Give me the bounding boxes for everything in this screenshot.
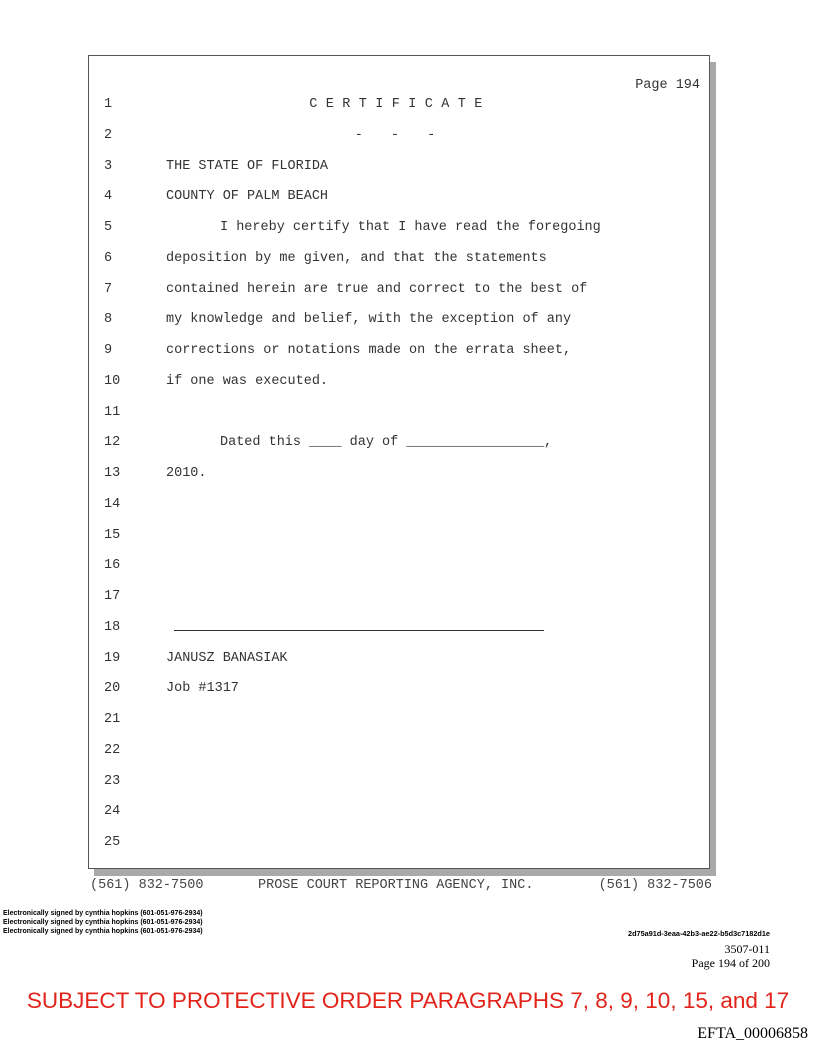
- line-text: COUNTY OF PALM BEACH: [166, 189, 329, 204]
- witness-name: JANUSZ BANASIAK: [166, 651, 288, 666]
- transcript-line-25: [89, 832, 709, 854]
- line-number: 2: [104, 128, 113, 143]
- line-text: deposition by me given, and that the statements: [166, 251, 547, 266]
- line-number: 20: [104, 681, 121, 696]
- transcript-line-18: [89, 617, 709, 639]
- line-text: my knowledge and belief, with the exception of any: [166, 312, 572, 327]
- line-number: 22: [104, 743, 121, 758]
- phone-right: (561) 832-7506: [598, 878, 712, 893]
- transcript-line-22: [89, 740, 709, 762]
- bates-number: EFTA_00006858: [697, 1025, 808, 1042]
- phone-left: (561) 832-7500: [90, 878, 204, 893]
- protective-order-notice: SUBJECT TO PROTECTIVE ORDER PARAGRAPHS 7, 8, 9, 10, 15, and 17: [26, 988, 790, 1013]
- transcript-page: [88, 55, 710, 869]
- line-text: Dated this ____ day of _________________,: [220, 435, 553, 450]
- transcript-line-20: [89, 678, 709, 700]
- transcript-line-14: [89, 494, 709, 516]
- transcript-line-15: [89, 525, 709, 547]
- transcript-line-3: [89, 156, 709, 178]
- line-number: 24: [104, 804, 121, 819]
- line-number: 12: [104, 435, 121, 450]
- line-number: 6: [104, 251, 113, 266]
- esign-line-1: Electronically signed by cynthia hopkins (601-051-976-2934): [3, 910, 203, 917]
- transcript-line-12: [89, 432, 709, 454]
- transcript-line-17: [89, 586, 709, 608]
- transcript-line-7: [89, 279, 709, 301]
- line-number: 16: [104, 558, 121, 573]
- transcript-line-24: [89, 801, 709, 823]
- transcript-line-4: [89, 186, 709, 208]
- line-number: 7: [104, 282, 113, 297]
- line-number: 19: [104, 651, 121, 666]
- transcript-line-19: [89, 648, 709, 670]
- agency-name: PROSE COURT REPORTING AGENCY, INC.: [258, 878, 534, 893]
- esign-line-2: Electronically signed by cynthia hopkins (601-051-976-2934): [3, 919, 203, 926]
- line-number: 11: [104, 405, 121, 420]
- esign-line-3: Electronically signed by cynthia hopkins (601-051-976-2934): [3, 928, 203, 935]
- line-text: if one was executed.: [166, 374, 329, 389]
- transcript-line-5: [89, 217, 709, 239]
- transcript-line-16: [89, 555, 709, 577]
- transcript-line-8: [89, 309, 709, 331]
- transcript-line-13: [89, 463, 709, 485]
- line-text: I hereby certify that I have read the foregoing: [220, 220, 601, 235]
- line-number: 8: [104, 312, 113, 327]
- line-number: 15: [104, 528, 121, 543]
- document-id: 3507-011: [724, 942, 770, 956]
- transcript-line-21: [89, 709, 709, 731]
- signature-line: [174, 630, 544, 631]
- line-text: contained herein are true and correct to the best of: [166, 282, 588, 297]
- page-number: Page 194: [635, 78, 700, 93]
- line-number: 18: [104, 620, 121, 635]
- transcript-line-2: [89, 125, 709, 147]
- line-text: THE STATE OF FLORIDA: [166, 159, 329, 174]
- transcript-line-10: [89, 371, 709, 393]
- line-number: 21: [104, 712, 121, 727]
- job-number: Job #1317: [166, 681, 239, 696]
- line-number: 14: [104, 497, 121, 512]
- separator-dashes: - - -: [354, 128, 446, 143]
- line-number: 17: [104, 589, 121, 604]
- line-number: 9: [104, 343, 113, 358]
- line-number: 1: [104, 97, 113, 112]
- line-number: 23: [104, 774, 121, 789]
- line-number: 4: [104, 189, 113, 204]
- line-number: 5: [104, 220, 113, 235]
- page-of-total: Page 194 of 200: [691, 956, 770, 970]
- line-text: 2010.: [166, 466, 207, 481]
- transcript-line-6: [89, 248, 709, 270]
- line-number: 13: [104, 466, 121, 481]
- certificate-title: CERTIFICATE: [309, 97, 491, 112]
- line-number: 3: [104, 159, 113, 174]
- transcript-line-1: [89, 94, 709, 116]
- transcript-line-11: [89, 402, 709, 424]
- transcript-line-23: [89, 771, 709, 793]
- transcript-line-9: [89, 340, 709, 362]
- line-number: 10: [104, 374, 121, 389]
- line-text: corrections or notations made on the errata sheet,: [166, 343, 572, 358]
- document-hash: 2d75a91d-3eaa-42b3-ae22-b5d3c7182d1e: [628, 929, 770, 938]
- line-number: 25: [104, 835, 121, 850]
